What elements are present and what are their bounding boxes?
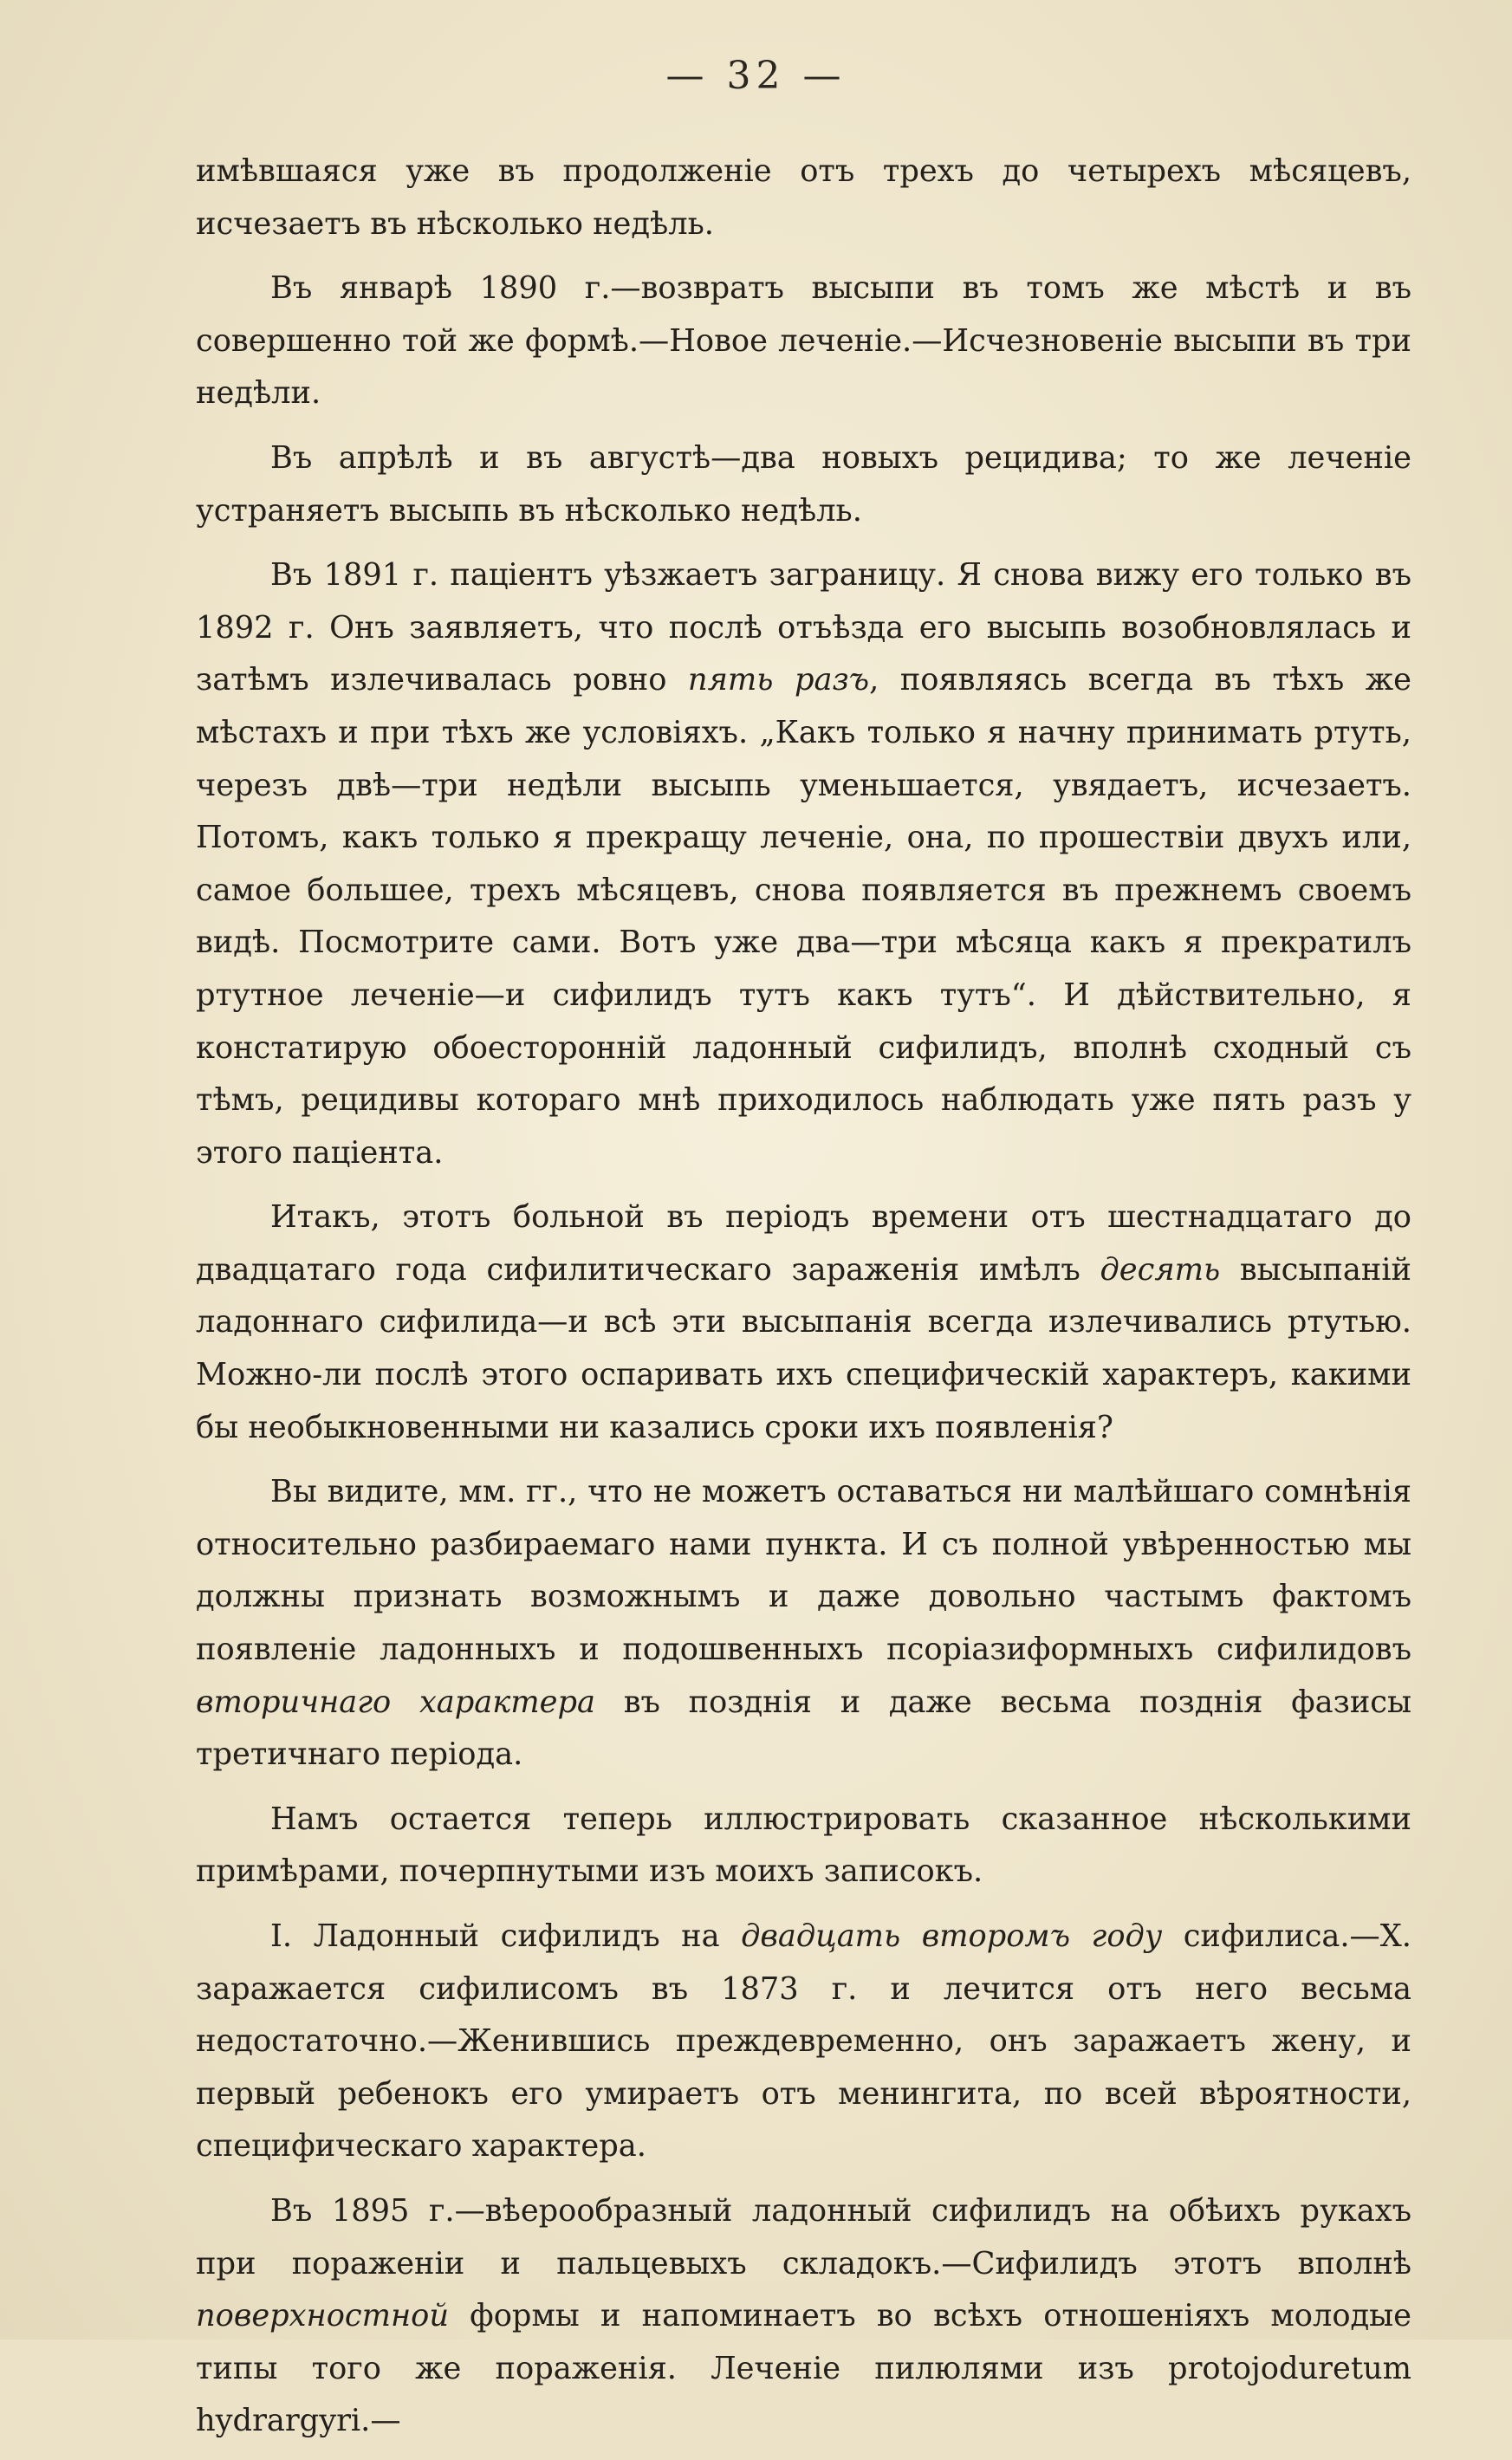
text-run: сифилиса.—X. заражается сифилисомъ въ 1873 г. и лечится отъ него весьма недостаточно.—Женившись преждевременно, онъ заражаетъ жену, и первый ребенокъ его умираетъ отъ менингита, по всей вѣроятности, специфическаго характера. xyxy=(196,1918,1411,2165)
italic-run: пять разъ xyxy=(687,662,870,698)
paragraph-p9 xyxy=(196,2185,1411,2448)
paragraph-p4 xyxy=(196,549,1411,1179)
paragraph-p5 xyxy=(196,1191,1411,1454)
paragraph-p8 xyxy=(196,1911,1411,2173)
paragraph-p6 xyxy=(196,1466,1411,1782)
page-number: — 32 — xyxy=(665,54,847,98)
text-run: имѣвшаяся уже въ продолженіе отъ трехъ до четырехъ мѣсяцевъ, исчезаетъ въ нѣсколько недѣль. xyxy=(196,153,1411,242)
italic-run: десять xyxy=(1100,1251,1221,1288)
paragraph-p7 xyxy=(196,1794,1411,1899)
paragraph-p3 xyxy=(196,432,1411,537)
text-run: высыпаній ладоннаго сифилида—и всѣ эти высыпанія всегда излечивались ртутью. Можно-ли послѣ этого оспаривать ихъ специфическій характеръ, какими бы необыкновенными ни казались сроки ихъ появленія? xyxy=(196,1251,1411,1445)
text-run: Въ 1891 г. паціентъ уѣзжаетъ заграницу. Я снова вижу его только въ 1892 г. Онъ заявляетъ, что послѣ отъѣзда его высыпь возобновлялась и затѣмъ излечивалась ровно xyxy=(196,557,1411,698)
paragraph-p1 xyxy=(196,146,1411,250)
italic-run: вторичнаго характера xyxy=(196,1684,595,1720)
body-text xyxy=(196,146,1411,2460)
text-run: въ позднія и даже весьма позднія фазисы третичнаго періода. xyxy=(196,1684,1411,1773)
italic-run: поверхностной xyxy=(196,2298,449,2334)
text-run: Намъ остается теперь иллюстрировать сказанное нѣсколькими примѣрами, почерпнутыми изъ моихъ записокъ. xyxy=(196,1801,1411,1890)
text-run: , появляясь всегда въ тѣхъ же мѣстахъ и при тѣхъ же условіяхъ. „Какъ только я начну принимать ртуть, черезъ двѣ—три недѣли высыпь уменьшается, увядаетъ, исчезаетъ. Потомъ, какъ только я прекращу леченіе, она, по прошествіи двухъ или, самое большее, трехъ мѣсяцевъ, снова появляется въ прежнемъ своемъ видѣ. Посмотрите сами. Вотъ уже два—три мѣсяца какъ я прекратилъ ртутное леченіе—и сифилидъ тутъ какъ тутъ“. И дѣйствительно, я констатирую обоесторонній ладонный сифилидъ, вполнѣ сходный съ тѣмъ, рецидивы котораго мнѣ приходилось наблюдать уже пять разъ у этого паціента. xyxy=(196,662,1411,1171)
text-run: Въ 1895 г.—вѣерообразный ладонный сифилидъ на обѣихъ рукахъ при пораженіи и пальцевыхъ складокъ.—Сифилидъ этотъ вполнѣ xyxy=(196,2192,1411,2282)
text-run: Итакъ, этотъ больной въ періодъ времени отъ шестнадцатаго до двадцатаго года сифилитическаго зараженія имѣлъ xyxy=(196,1199,1411,1288)
text-run: Въ апрѣлѣ и въ августѣ—два новыхъ рецидива; то же леченіе устраняетъ высыпь въ нѣсколько недѣль. xyxy=(196,439,1411,529)
text-run: Въ январѣ 1890 г.—возвратъ высыпи въ томъ же мѣстѣ и въ совершенно той же формѣ.—Новое леченіе.—Исчезновеніе высыпи въ три недѣли. xyxy=(196,270,1411,412)
paragraph-p2 xyxy=(196,263,1411,420)
italic-run: двадцать второмъ году xyxy=(741,1918,1163,1954)
text-run: Вы видите, мм. гг., что не можетъ оставаться ни малѣйшаго сомнѣнія относительно разбираемаго нами пункта. И съ полной увѣренностью мы должны признать возможнымъ и даже довольно частымъ фактомъ появленіе ладонныхъ и подошвенныхъ псоріазиформныхъ сифилидовъ xyxy=(196,1474,1411,1668)
text-run: I. Ладонный сифилидъ на xyxy=(270,1918,742,1954)
text-run: формы и напоминаетъ во всѣхъ отношеніяхъ молодые типы того же пораженія. Леченіе пилюлями изъ protojoduretum hydrargyri.— xyxy=(196,2298,1411,2439)
